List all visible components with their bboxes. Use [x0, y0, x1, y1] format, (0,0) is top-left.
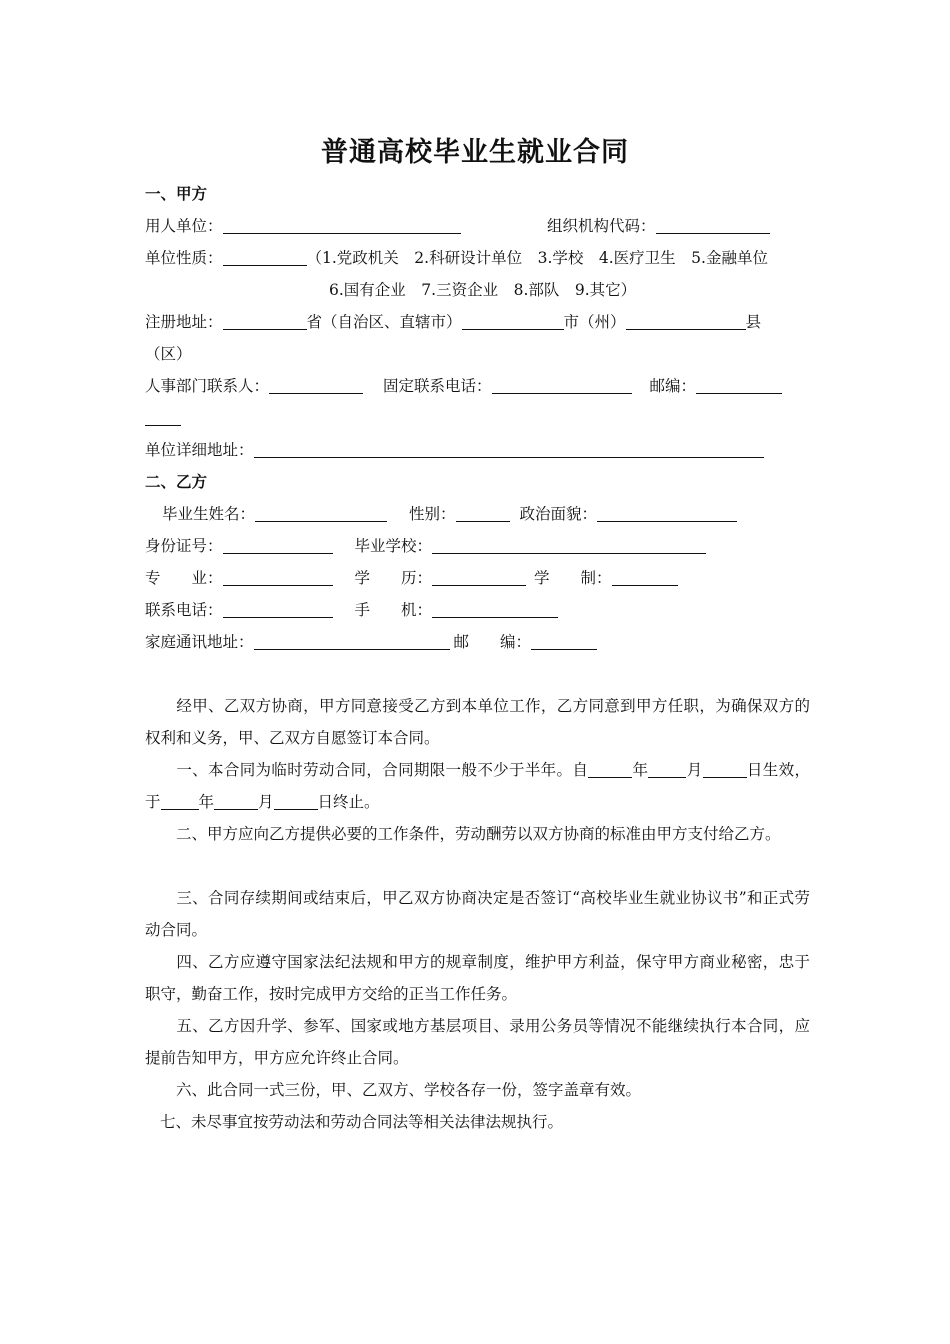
party-b-heading: 二、乙方	[145, 472, 208, 491]
political-field[interactable]	[597, 505, 737, 522]
employer-row	[145, 216, 461, 236]
address-row	[145, 312, 761, 332]
name-label: 毕业生姓名：	[162, 505, 256, 523]
clause-3-text: 三、合同存续期间或结束后，甲乙双方协商决定是否签订“高校毕业生就业协议书”和正式劳动合同。	[145, 889, 810, 939]
nature-options-2: 6.国有企业 7.三资企业 8.部队 9.其它）	[329, 281, 637, 299]
school-field[interactable]	[432, 537, 706, 554]
postcode-label: 邮编：	[649, 377, 697, 395]
clause-1-end: 日终止。	[317, 793, 380, 811]
home-postcode-label: 邮 编：	[453, 633, 532, 651]
clause-1-day: 日生效，于	[145, 761, 810, 811]
employer-label: 用人单位：	[145, 217, 223, 235]
tel-row	[145, 600, 558, 620]
nature-label: 单位性质：	[145, 249, 223, 267]
org-code-row	[547, 216, 770, 236]
name-field[interactable]	[255, 505, 387, 522]
clause-4-text: 四、乙方应遵守国家法纪法规和甲方的规章制度，维护甲方利益，保守甲方商业秘密，忠于职守，勤奋工作，按时完成甲方交给的正当工作任务。	[145, 953, 810, 1003]
political-label: 政治面貌：	[519, 505, 598, 523]
nature-row	[145, 248, 768, 268]
clause-1-month2: 月	[258, 793, 274, 811]
postcode-field-continued[interactable]	[145, 408, 181, 428]
clause-5	[145, 1010, 810, 1074]
degree-label: 学 历：	[354, 569, 433, 587]
city-label: 市（州）	[563, 313, 626, 331]
clause-1-text: 一、本合同为临时劳动合同，合同期限一般不少于半年。自	[176, 761, 589, 779]
clause-7-text: 七、未尽事宜按劳动法和劳动合同法等相关法律法规执行。	[160, 1113, 564, 1131]
clause-1	[145, 754, 810, 818]
county-field[interactable]	[626, 313, 746, 330]
province-field[interactable]	[223, 313, 307, 330]
end-year-field[interactable]	[161, 793, 199, 810]
major-row	[145, 568, 678, 588]
degree-field[interactable]	[432, 569, 526, 586]
party-a-heading: 一、甲方	[145, 184, 208, 203]
end-month-field[interactable]	[214, 793, 258, 810]
county-label: 县	[745, 313, 762, 331]
end-day-field[interactable]	[274, 793, 318, 810]
postcode-field[interactable]	[696, 377, 782, 394]
employer-field[interactable]	[223, 217, 461, 234]
phone-label: 固定联系电话：	[383, 377, 492, 395]
tel-field[interactable]	[223, 601, 333, 618]
contact-field[interactable]	[269, 377, 363, 394]
clause-1-year: 年	[632, 761, 649, 779]
city-field[interactable]	[462, 313, 564, 330]
clause-1-month: 月	[686, 761, 703, 779]
contact-row	[145, 376, 782, 396]
clause-4	[145, 946, 810, 1010]
province-label: 省（自治区、直辖市）	[306, 313, 462, 331]
home-address-row	[145, 632, 597, 652]
gender-field[interactable]	[456, 505, 510, 522]
home-postcode-field[interactable]	[531, 633, 597, 650]
duration-field[interactable]	[612, 569, 678, 586]
duration-label: 学 制：	[534, 569, 612, 587]
intro-paragraph	[145, 690, 810, 754]
detail-address-row	[145, 440, 764, 460]
clause-2	[145, 818, 810, 850]
home-address-label: 家庭通讯地址：	[145, 633, 254, 651]
major-label: 专 业：	[145, 569, 223, 587]
start-year-field[interactable]	[588, 761, 632, 778]
clause-6	[145, 1074, 810, 1106]
nature-options-1: （1.党政机关 2.科研设计单位 3.学校 4.医疗卫生 5.金融单位	[306, 249, 768, 267]
mobile-label: 手 机：	[354, 601, 433, 619]
id-row	[145, 536, 706, 556]
clause-5-text: 五、乙方因升学、参军、国家或地方基层项目、录用公务员等情况不能继续执行本合同，应提前告知甲方，甲方应允许终止合同。	[145, 1017, 810, 1067]
org-code-label: 组织机构代码：	[547, 217, 656, 235]
clause-6-text: 六、此合同一式三份，甲、乙双方、学校各存一份，签字盖章有效。	[176, 1081, 642, 1099]
detail-address-label: 单位详细地址：	[145, 441, 254, 459]
clause-3	[145, 882, 810, 946]
address-label: 注册地址：	[145, 313, 223, 331]
page-title: 普通高校毕业生就业合同	[321, 137, 629, 168]
id-label: 身份证号：	[145, 537, 223, 555]
major-field[interactable]	[223, 569, 333, 586]
mobile-field[interactable]	[432, 601, 558, 618]
detail-address-field[interactable]	[254, 441, 764, 458]
phone-field[interactable]	[492, 377, 632, 394]
start-month-field[interactable]	[648, 761, 686, 778]
clause-7	[160, 1106, 825, 1138]
nature-field[interactable]	[223, 249, 307, 266]
clause-1-year2: 年	[198, 793, 215, 811]
start-day-field[interactable]	[703, 761, 747, 778]
home-address-field[interactable]	[254, 633, 450, 650]
id-field[interactable]	[223, 537, 333, 554]
tel-label: 联系电话：	[145, 601, 223, 619]
intro-text: 经甲、乙双方协商，甲方同意接受乙方到本单位工作，乙方同意到甲方任职，为确保双方的权利和义务，甲、乙双方自愿签订本合同。	[145, 697, 810, 747]
org-code-field[interactable]	[656, 217, 770, 234]
clause-2-text: 二、甲方应向乙方提供必要的工作条件，劳动酬劳以双方协商的标准由甲方支付给乙方。	[176, 825, 781, 843]
gender-label: 性别：	[409, 505, 456, 523]
school-label: 毕业学校：	[354, 537, 433, 555]
district-label: （区）	[145, 345, 192, 363]
name-row	[162, 504, 737, 524]
contact-label: 人事部门联系人：	[145, 377, 270, 395]
